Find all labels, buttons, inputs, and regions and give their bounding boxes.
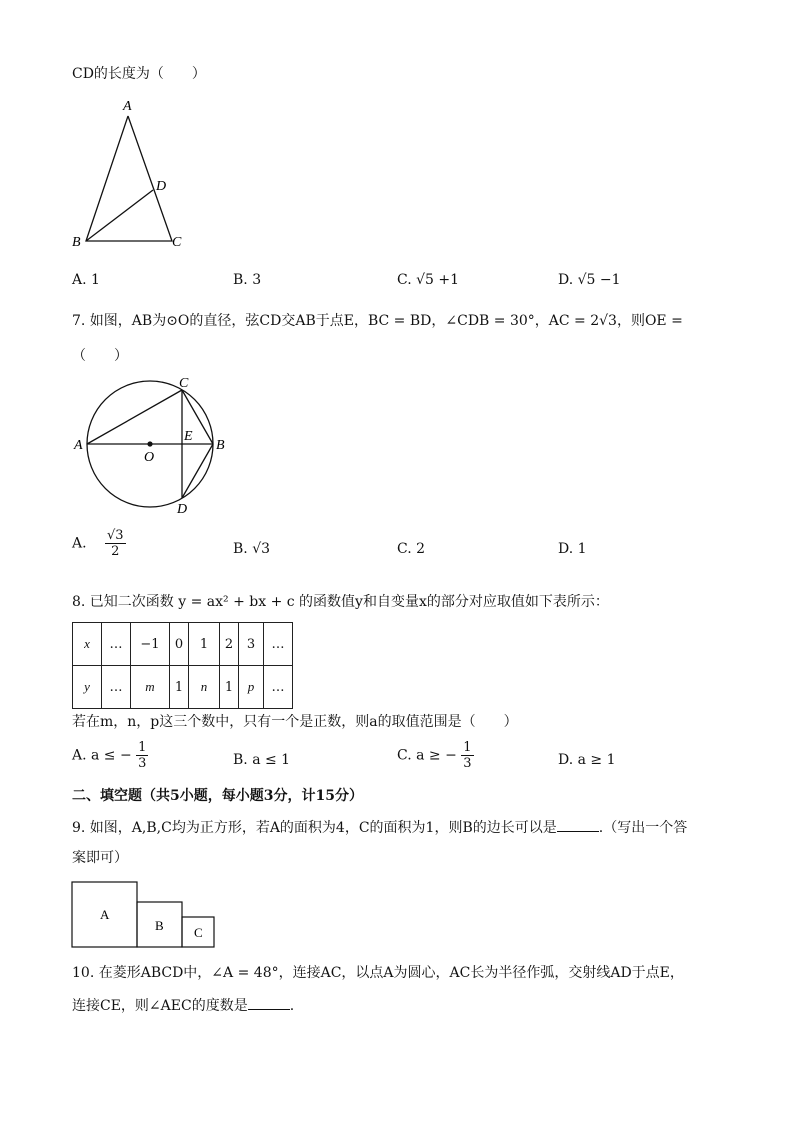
q8-option-c-numerator: 1 bbox=[463, 740, 472, 755]
table-cell: p bbox=[239, 666, 264, 709]
table-cell: −1 bbox=[131, 623, 170, 666]
q8-option-a[interactable] bbox=[72, 740, 148, 771]
table-cell: y bbox=[73, 666, 102, 709]
table-cell: … bbox=[264, 623, 293, 666]
table-cell: 1 bbox=[170, 666, 189, 709]
q10-answer-blank[interactable] bbox=[248, 997, 290, 1010]
q7-label-a: A bbox=[74, 438, 83, 453]
q7-option-a-numerator: √3 bbox=[107, 528, 124, 543]
q6-option-c[interactable]: C. √5 +1 bbox=[397, 272, 460, 288]
table-cell: … bbox=[264, 666, 293, 709]
table-cell: … bbox=[102, 666, 131, 709]
q7-option-a[interactable] bbox=[72, 528, 126, 559]
q6-option-b[interactable]: B. 3 bbox=[233, 272, 262, 288]
q7-stem: 7. 如图，AB为⊙O的直径，弦CD交AB于点E，BC = BD，∠CDB = 30°，AC = 2√3，则OE = bbox=[72, 313, 683, 329]
table-cell: … bbox=[102, 623, 131, 666]
q7-label-d: D bbox=[177, 502, 188, 517]
q9-stem-text: 9. 如图，A,B,C均为正方形，若A的面积为4，C的面积为1，则B的边长可以是 bbox=[72, 820, 557, 836]
q8-option-a-denominator: 3 bbox=[138, 756, 147, 771]
q7-circle-figure bbox=[66, 372, 236, 522]
q9-answer-blank[interactable] bbox=[557, 819, 599, 832]
q6-label-c: C bbox=[172, 235, 182, 250]
q6-label-b: B bbox=[72, 235, 81, 250]
q9-square-a-label: A bbox=[100, 907, 110, 922]
q8-option-b[interactable]: B. a ≤ 1 bbox=[233, 752, 291, 768]
q6-stem-tail: CD的长度为（ ） bbox=[72, 66, 206, 82]
table-row bbox=[73, 666, 293, 709]
q8-option-d[interactable]: D. a ≥ 1 bbox=[558, 752, 616, 768]
q8-option-a-fraction bbox=[136, 740, 148, 771]
q7-option-a-prefix: A. bbox=[72, 535, 87, 552]
q7-option-a-denominator: 2 bbox=[111, 544, 120, 559]
q7-stem-line2: （ ） bbox=[72, 348, 128, 364]
q6-triangle-figure bbox=[66, 94, 196, 254]
table-cell: x bbox=[73, 623, 102, 666]
q8-option-a-numerator: 1 bbox=[138, 740, 147, 755]
q6-option-d[interactable]: D. √5 −1 bbox=[558, 272, 621, 288]
q10-stem-tail: . bbox=[289, 998, 295, 1014]
q6-option-a[interactable]: A. 1 bbox=[72, 272, 100, 288]
table-cell: 1 bbox=[189, 623, 220, 666]
q6-label-d: D bbox=[156, 179, 167, 194]
q8-option-c-fraction bbox=[461, 740, 473, 771]
q8-stem: 8. 已知二次函数 y = ax² + bx + c 的函数值y和自变量x的部分对应取值如下表所示： bbox=[72, 594, 609, 610]
table-cell: m bbox=[131, 666, 170, 709]
q7-label-e: E bbox=[184, 429, 193, 444]
q8-option-c-prefix: C. a ≥ − bbox=[397, 747, 457, 764]
q7-option-c[interactable]: C. 2 bbox=[397, 541, 426, 557]
q9-square-c-label: C bbox=[194, 925, 203, 940]
q10-stem-line2 bbox=[72, 997, 294, 1015]
q8-condition: 若在m，n，p这三个数中，只有一个是正数，则a的取值范围是（ ） bbox=[72, 714, 518, 730]
q9-stem-line1 bbox=[72, 819, 687, 837]
q10-stem-text: 连接CE，则∠AEC的度数是 bbox=[72, 998, 248, 1014]
q8-option-c[interactable] bbox=[397, 740, 474, 771]
q7-label-c: C bbox=[179, 376, 189, 391]
q8-option-c-denominator: 3 bbox=[463, 756, 472, 771]
section-title: 二、填空题（共5小题，每小题3分，计15分） bbox=[72, 788, 363, 804]
q7-option-a-fraction bbox=[105, 528, 126, 559]
table-cell: 2 bbox=[220, 623, 239, 666]
q7-option-b[interactable]: B. √3 bbox=[233, 541, 271, 557]
q8-option-a-prefix: A. a ≤ − bbox=[72, 747, 132, 764]
q9-stem-tail: .（写出一个答 bbox=[598, 820, 688, 836]
q10-stem-line1: 10. 在菱形ABCD中，∠A = 48°，连接AC，以点A为圆心，AC长为半径作弧，交射线AD于点E， bbox=[72, 965, 684, 981]
q8-value-table bbox=[72, 622, 293, 709]
table-cell: n bbox=[189, 666, 220, 709]
q7-option-d[interactable]: D. 1 bbox=[558, 541, 587, 557]
q6-label-a: A bbox=[123, 99, 132, 114]
table-cell: 1 bbox=[220, 666, 239, 709]
q7-label-o: O bbox=[144, 450, 155, 465]
q9-stem-line2: 案即可） bbox=[72, 850, 128, 866]
table-cell: 3 bbox=[239, 623, 264, 666]
q9-squares-figure bbox=[71, 881, 221, 951]
table-row bbox=[73, 623, 293, 666]
table-cell: 0 bbox=[170, 623, 189, 666]
q9-square-b-label: B bbox=[155, 918, 164, 933]
q7-label-b: B bbox=[216, 438, 225, 453]
